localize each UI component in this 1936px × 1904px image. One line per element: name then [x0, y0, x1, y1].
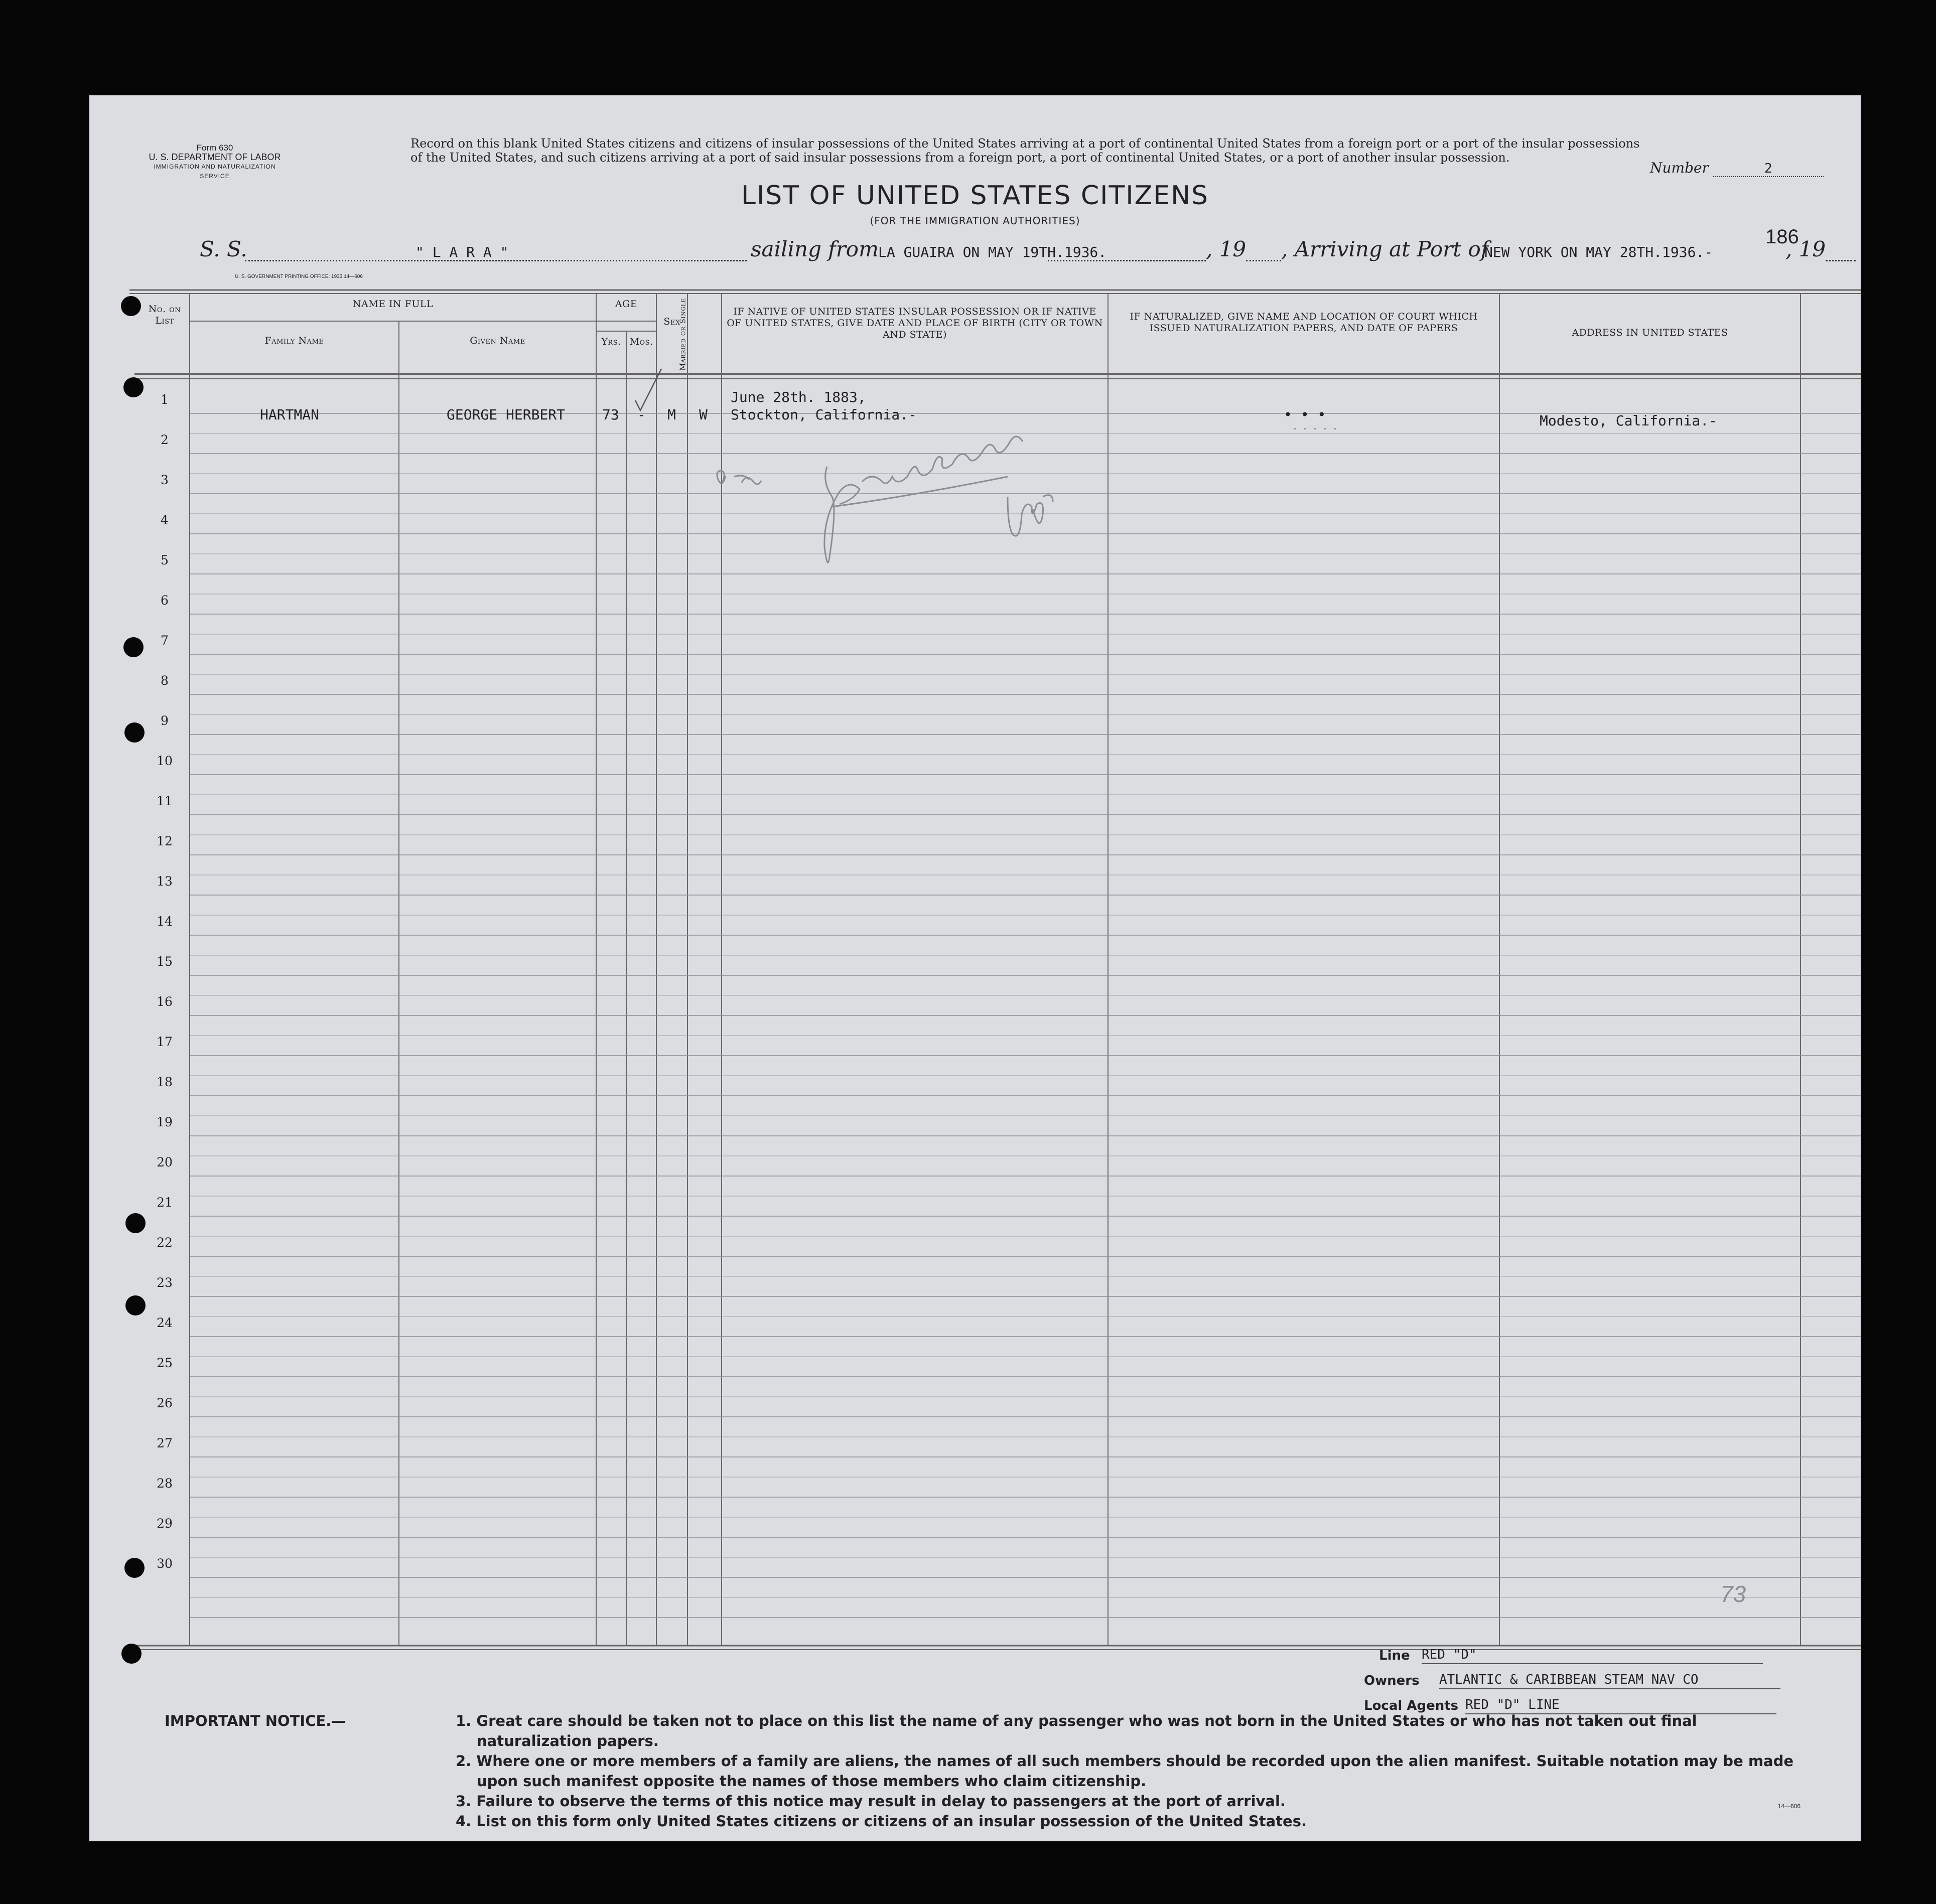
row-number: 14	[157, 914, 173, 929]
given-name-cell: GEORGE HERBERT	[447, 406, 566, 423]
notice-item: 4. List on this form only United States citizens or citizens of an insular possession of the United States.	[456, 1813, 1307, 1830]
header-sex: Sex	[663, 316, 680, 327]
check-mark	[635, 369, 661, 410]
year-prefix-2: , 19	[1785, 237, 1826, 261]
row-number: 23	[157, 1275, 173, 1290]
row-number: 21	[157, 1195, 173, 1210]
birth-date-cell: June 28th. 1883,	[731, 389, 866, 405]
age-months-cell: -	[637, 406, 646, 423]
agents-value: RED "D" LINE	[1465, 1697, 1776, 1714]
row-number: 9	[161, 713, 169, 728]
row-number: 28	[157, 1476, 173, 1491]
row-number: 6	[161, 593, 169, 608]
header-age-yrs: Yrs.	[601, 336, 621, 347]
header-naturalized: IF NATURALIZED, GIVE NAME AND LOCATION OF COURT WHICH ISSUED NATURALIZATION PAPERS, AND DATE OF PAPERS	[1130, 311, 1478, 334]
header-age-mos: Mos.	[629, 336, 653, 347]
form-number: Form 630	[196, 143, 233, 153]
row-number: 11	[157, 794, 173, 808]
row-number: 7	[161, 633, 169, 648]
row-number: 3	[161, 473, 169, 487]
row-number: 24	[157, 1315, 173, 1330]
line-label: Line	[1379, 1648, 1410, 1663]
row-number: 13	[157, 874, 173, 889]
header-native-birth: IF NATIVE OF UNITED STATES INSULAR POSSESSION OR IF NATIVE OF UNITED STATES, GIVE DATE AND PLACE OF BIRTH (CITY OR TOWN AND STATE)	[727, 306, 1103, 340]
row-number: 12	[157, 834, 173, 848]
row-number: 30	[157, 1556, 173, 1571]
row-number: 16	[157, 994, 173, 1009]
notice-item: 2. Where one or more members of a family are aliens, the names of all such members should be recorded upon the alien manifest. Suitable notation may be made upon such manifest opposite the names of those members who claim citizenship.	[456, 1752, 1794, 1790]
marital-cell: W	[699, 406, 708, 423]
ship-name: " L A R A "	[416, 244, 509, 260]
row-number: 26	[157, 1396, 173, 1410]
printer-imprint: U. S. GOVERNMENT PRINTING OFFICE: 1933 14—606	[235, 274, 363, 279]
owners-label: Owners	[1364, 1673, 1420, 1688]
header-name-in-full: NAME IN FULL	[352, 299, 434, 310]
sailing-from-value: LA GUAIRA ON MAY 19TH.1936.	[878, 244, 1107, 260]
age-years-cell: 73	[602, 406, 619, 423]
header-address: ADDRESS IN UNITED STATES	[1572, 327, 1728, 338]
manifest-page	[89, 95, 1861, 1841]
row-number: 22	[157, 1235, 173, 1250]
row-number: 2	[161, 432, 169, 447]
header-married-or-single: Married or Single	[678, 298, 687, 371]
ss-label: S. S.	[200, 237, 247, 261]
row-number: 20	[157, 1155, 173, 1169]
form-instructions: Record on this blank United States citizens and citizens of insular possessions of the United States arriving at a port of continental United States from a foreign port or a port of the insular possessions of the United States, and such citizens arriving at a port of said insular possessions from a foreign port, a port of continental United States, or a port of another insular possession.	[410, 136, 1640, 165]
handwritten-number: 186	[1765, 226, 1799, 248]
year-prefix-1: , 19	[1206, 237, 1247, 261]
line-value: RED "D"	[1422, 1647, 1763, 1664]
notice-item: 3. Failure to observe the terms of this notice may result in delay to passengers at the port of arrival.	[456, 1793, 1286, 1810]
department-name: U. S. DEPARTMENT OF LABOR	[149, 152, 281, 162]
row-number: 15	[157, 954, 173, 969]
header-age: AGE	[615, 299, 638, 310]
number-value: 2	[1713, 161, 1824, 177]
row-number: 19	[157, 1115, 173, 1129]
naturalized-cell: • • •	[1284, 406, 1326, 423]
notice-heading: IMPORTANT NOTICE.—	[165, 1712, 346, 1729]
row-number: 4	[161, 513, 169, 527]
handwritten-annotations	[89, 95, 1861, 1841]
page-count-annotation: 73	[1720, 1581, 1746, 1607]
row-number: 17	[157, 1035, 173, 1049]
notice-item: 1. Great care should be taken not to place on this list the name of any passenger who was not born in the United States or who has not taken out final naturalization papers.	[456, 1712, 1697, 1749]
row-number: 29	[157, 1516, 173, 1531]
signature-scrawl	[717, 436, 1053, 562]
row-number: 5	[161, 553, 169, 567]
row-number: 10	[157, 754, 173, 768]
number-label: Number	[1650, 160, 1709, 176]
service-name: IMMIGRATION AND NATURALIZATION SERVICE	[154, 163, 276, 180]
row-number: 1	[161, 392, 169, 407]
header-given-name: Given Name	[470, 335, 525, 346]
faint-marks	[1294, 428, 1336, 429]
family-name-cell: HARTMAN	[260, 406, 320, 423]
row-number: 18	[157, 1075, 173, 1089]
header-family-name: Family Name	[264, 335, 324, 346]
row-number: 8	[161, 673, 169, 688]
agents-label: Local Agents	[1364, 1698, 1459, 1713]
arriving-value: NEW YORK ON MAY 28TH.1936.-	[1484, 244, 1713, 260]
page-title: LIST OF UNITED STATES CITIZENS	[741, 181, 1209, 211]
birth-place-cell: Stockton, California.-	[731, 406, 917, 423]
sailing-label: sailing from	[751, 237, 879, 261]
sex-cell: M	[667, 406, 676, 423]
owners-value: ATLANTIC & CARIBBEAN STEAM NAV CO	[1439, 1672, 1780, 1689]
header-no-on-list: No. on List	[148, 304, 181, 326]
row-number: 27	[157, 1436, 173, 1450]
page-subtitle: (FOR THE IMMIGRATION AUTHORITIES)	[870, 215, 1080, 227]
arriving-label: , Arriving at Port of	[1281, 237, 1489, 261]
notice-list	[456, 1711, 1811, 1831]
row-number: 25	[157, 1356, 173, 1370]
address-cell: Modesto, California.-	[1540, 412, 1718, 429]
corner-form-code: 14—606	[1777, 1803, 1801, 1810]
